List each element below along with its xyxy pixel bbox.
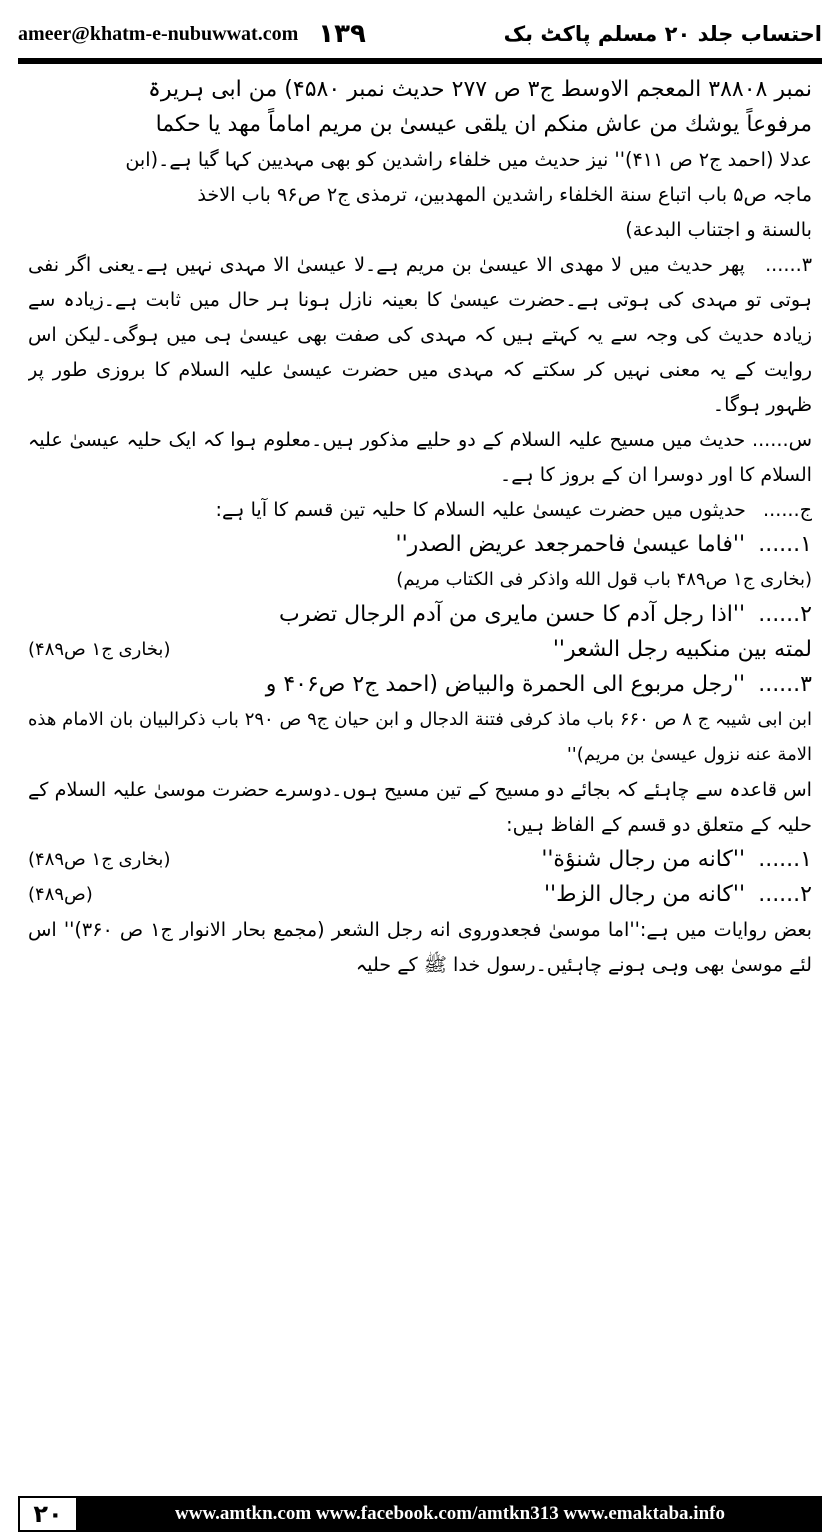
hadith-source: (بخاری ج۱ ص۴۸۹)	[28, 849, 171, 870]
answer-text: حدیثوں میں حضرت عیسیٰ علیہ السلام کا حلیہ تین قسم کا آیا ہے:	[215, 498, 746, 521]
hadith-2	[28, 597, 812, 632]
hadith-source: (بخاری ج۱ ص۴۸۹ باب قول الله واذکر فی الکتاب مریم)	[396, 569, 812, 590]
paragraph: بالسنة و اجتناب البدعة)	[625, 218, 812, 241]
musa-2	[28, 877, 812, 912]
question	[28, 422, 812, 492]
hadith-text: ''فاما عیسیٰ فاحمرجعد عریض الصدر''	[395, 532, 745, 557]
question-text: حدیث میں مسیح علیہ السلام کے دو حلیے مذکور ہیں۔معلوم ہوا کہ ایک حلیہ عیسیٰ علیہ السلام کا اور دوسرا ان کے بروز کا ہے۔	[28, 428, 812, 486]
question-label: س......	[751, 428, 812, 451]
header-email: ameer@khatm-e-nubuwwat.com	[18, 22, 299, 45]
hadith-text: ''اذا رجل آدم کا حسن مایری من آدم الرجال تضرب	[279, 602, 745, 627]
page-number: ۱۳۹	[318, 19, 366, 49]
musa-1	[28, 842, 812, 877]
hadith-1	[28, 527, 812, 562]
footer-page-number: ۲۰	[18, 1496, 78, 1532]
item-number: ۱......	[758, 532, 812, 557]
hadith-text: ''کانه من رجال شنؤة''	[541, 847, 745, 872]
paragraph: مرفوعاً یوشك من عاش منکم ان یلقی عیسیٰ بن مریم اماماً مهد یا حکما	[155, 112, 812, 137]
page-footer	[18, 1496, 822, 1532]
paragraph: بعض روایات میں ہے:''اما موسیٰ فجعدوروی انه رجل الشعر (مجمع بحار الانوار ج۱ ص ۳۶۰)'' اس لئے موسیٰ بھی وہی ہونے چاہئیں۔رسول خدا ﷺ کے حلیہ	[28, 918, 812, 976]
answer	[28, 492, 812, 527]
header-left	[18, 19, 366, 49]
item-number: ۲......	[758, 602, 812, 627]
hadith-source: (بخاری ج۱ ص۴۸۹)	[28, 639, 171, 660]
answer-label: ج......	[763, 498, 812, 521]
hadith-text: ''کانه من رجال الزط''	[543, 882, 745, 907]
hadith-3	[28, 667, 812, 702]
hadith-text-cont: لمته بین منکبیه رجل الشعر''	[552, 637, 812, 662]
hadith-source: (ص۴۸۹)	[28, 884, 93, 905]
hadith-text: ''رجل مربوع الی الحمرة والبیاض (احمد ج۲ ص۴۰۶ و	[265, 672, 745, 697]
page-header	[18, 14, 822, 54]
book-title: احتساب جلد ۲۰ مسلم پاکٹ بک	[503, 22, 822, 46]
footer-links: www.amtkn.com www.facebook.com/amtkn313 www.emaktaba.info	[175, 1503, 725, 1524]
paragraph: عدلا (احمد ج۲ ص ۴۱۱)'' نیز حدیث میں خلفاء راشدین کو بھی مہدیین کہا گیا ہے۔(ابن	[125, 148, 812, 171]
item-number: ۲......	[758, 882, 812, 907]
paragraph: نمبر ۳۸۸۰۸ المعجم الاوسط ج۳ ص ۲۷۷ حدیث نمبر ۴۵۸۰) من ابی ہریرۃ	[148, 77, 812, 102]
paragraph: اس قاعدہ سے چاہئے کہ بجائے دو مسیح کے تین مسیح ہوں۔دوسرے حضرت موسیٰ علیہ السلام کے حلیہ کے متعلق دو قسم کے الفاظ ہیں:	[28, 778, 812, 836]
header-rule	[18, 58, 822, 64]
hadith-source: ابن ابی شیبہ ج ۸ ص ۶۶۰ باب ماذ کرفی فتنة الدجال و ابن حیان ج۹ ص ۲۹۰ باب ذکرالبیان بان الامام هذه الامة عنه نزول عیسیٰ بن مریم)''	[28, 709, 812, 765]
hadith-2-cont	[28, 632, 812, 667]
item-number: ۳......	[765, 253, 812, 276]
item-number: ۱......	[758, 847, 812, 872]
item-number: ۳......	[758, 672, 812, 697]
item-text: پھر حدیث میں لا مهدی الا عیسیٰ بن مریم ہے۔لا عیسیٰ الا مہدی نہیں ہے۔یعنی اگر نفی ہوتی تو مہدی کی ہوتی ہے۔حضرت عیسیٰ کا بعینہ نازل ہونا ہر حال میں ثابت ہے۔زیادہ سے زیادہ حدیث کی وجہ سے یہ کہتے ہیں کہ مہدی کی صفت بھی عیسیٰ ہی میں ہوگی۔لیکن اس روایت کے یہ معنی نہیں کر سکتے کہ مہدی میں حضرت عیسیٰ علیہ السلام کا بروزی طور پر ظہور ہوگا۔	[28, 253, 812, 416]
item-3	[28, 247, 812, 422]
page-body	[28, 72, 812, 1467]
paragraph: ماجہ ص۵ باب اتباع سنة الخلفاء راشدین المهدبین، ترمذی ج۲ ص۹۶ باب الاخذ	[197, 183, 812, 206]
